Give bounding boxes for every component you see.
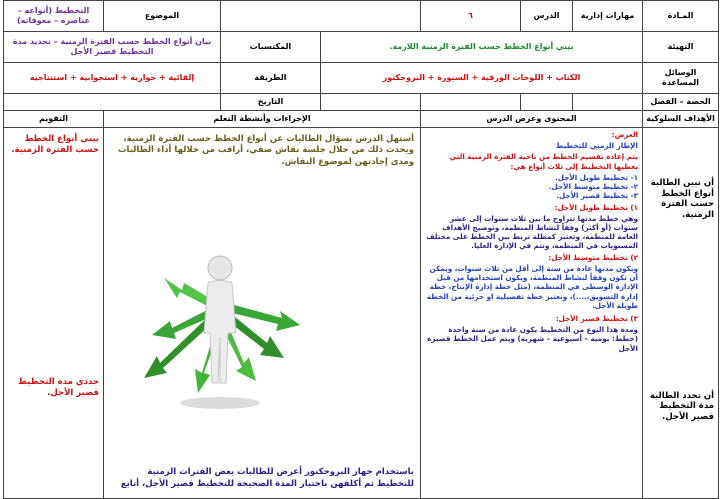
period-cell-4 bbox=[321, 94, 421, 111]
evaluation-cell bbox=[4, 128, 104, 499]
date-value bbox=[4, 94, 221, 111]
procedure-1: أستهل الدرس بسؤال الطالبات عن أنواع الخطط حسب الفترة الزمنية، ويحدث ذلك من خلال جلسة نقاش صفي، أراقب من خلالها أداء الطالبات ومدى إجادتهن لموضوع النقاش. bbox=[117, 134, 414, 167]
period-cell-3 bbox=[421, 94, 521, 111]
col-procedures-header: الإجراءات وأنشطة التعلم bbox=[104, 111, 421, 128]
content-list-3: ٣- تخطيط قصير الأجل. bbox=[556, 191, 638, 201]
method-label: الطريقة bbox=[221, 63, 321, 94]
topic-label: الموضوع bbox=[104, 1, 221, 32]
content-long-text: وهي خطط مدتها تتراوح ما بين ثلاث سنوات إلى عشر سنوات (أو أكثر) وفقاً لنشاط المنظمة، وتوضيح الأهداف العامة للمنظمة، وتعتبر كمظلة تربط بين الخطط على مختلف المستويات في المنظمة، وتتم في الإدارة العليا. bbox=[426, 213, 638, 251]
header-row-3 bbox=[4, 63, 719, 94]
lesson-label: الدرس bbox=[521, 1, 573, 32]
col-goals-header: الأهداف السلوكية bbox=[643, 111, 719, 128]
header-row-2 bbox=[4, 32, 719, 63]
topic-value: التخطيط (أنواعه – عناصره – معوقاته) bbox=[4, 1, 104, 32]
spacer-1 bbox=[221, 1, 421, 32]
period-cell-1 bbox=[573, 94, 643, 111]
header-row-1 bbox=[4, 1, 719, 32]
evaluation-1: بيني أنواع الخطط حسب الفترة الزمنية. bbox=[11, 134, 99, 155]
content-heading: العرض: bbox=[611, 130, 638, 139]
content-long-title: ١) تخطيط طويل الأجل: bbox=[554, 202, 638, 212]
goals-cell bbox=[643, 128, 719, 499]
evaluation-2: حددي مدة التخطيط قصير الأجل. bbox=[18, 377, 99, 398]
content-cell bbox=[421, 128, 643, 499]
content-mid-text: ويكون مدتها عادة من سنة إلى أقل من ثلاث سنوات، ويمكن أن تكون وفقاً لنشاط المنظمة، ويكون استخدامها من قبل الإدارة الوسطى في المنظمة، (مثل خطة إدارة الإنتاج، خطة إدارة التسويق،....)، وتعتبر خطة تفصيلية او جزئية من الخطة طويلة الأجل. bbox=[426, 263, 638, 310]
col-content-header: المحتوى وعرض الدرس bbox=[421, 111, 643, 128]
goal-1: أن تبين الطالبة أنواع الخطط حسب الفترة الزمنية. bbox=[650, 178, 714, 220]
procedure-2: باستخدام جهاز البروجكتور أعرض للطالبات بعض الفترات الزمنية للتخطيط ثم أكلفهن باختيار المدة الصحيحة للتخطيط قصير الأجل، أتابع bbox=[120, 467, 414, 489]
aids-label: الوسائل المساعدة bbox=[643, 63, 719, 94]
lesson-value: ٦ bbox=[421, 1, 521, 32]
subject-label: المـادة bbox=[643, 1, 719, 32]
period-cell-2 bbox=[521, 94, 573, 111]
date-label: التاريخ bbox=[221, 94, 321, 111]
method-value: إلقائية + حواريه + استجوابيه + استنتاجيه bbox=[4, 63, 221, 94]
main-content-row bbox=[4, 128, 719, 499]
person-arrows-illustration bbox=[132, 223, 302, 423]
content-intro: يتم إعادة تقسيم الخطط من ناحية الفترة الزمنية التي يغطيها التخطيط إلى ثلاث أنواع هي: bbox=[449, 152, 638, 171]
subject-value: مهارات إدارية bbox=[573, 1, 643, 32]
header-row-4 bbox=[4, 94, 719, 111]
aids-value: الكتاب + اللوحات الورقية + السبورة + البروجكتور bbox=[321, 63, 643, 94]
column-header-row bbox=[4, 111, 719, 128]
period-label: الحصة – الفصل bbox=[643, 94, 719, 111]
procedures-cell bbox=[104, 128, 421, 499]
lesson-plan-table bbox=[3, 0, 719, 499]
acquired-label: المكتسبات bbox=[221, 32, 321, 63]
goal-2: أن تحدد الطالبة مدة التخطيط قصير الأجل. bbox=[649, 390, 714, 422]
acquired-value: بيان أنواع الخطط حسب الفترة الزمنية – تحديد مدة التخطيط قصير الأجل bbox=[4, 32, 221, 63]
content-mid-title: ٢) تخطيط متوسط الأجل: bbox=[548, 252, 638, 262]
col-evaluation-header: التقويم bbox=[4, 111, 104, 128]
content-list-2: ٢- تخطيط متوسط الأجل. bbox=[548, 182, 638, 192]
content-frame: الإطار الزمني للتخطيط bbox=[555, 141, 638, 151]
content-short-text: ومدة هذا النوع من التخطيط يكون عادة من سنة واحدة (خطط: يومية – أسبوعية – شهرية) ويتم عمل الخطط قصيرة الأجل bbox=[427, 325, 638, 353]
content-short-title: ٣) تخطيط قصير الأجل: bbox=[555, 313, 638, 323]
content-list-1: ١- تخطيط طويل الأجل. bbox=[555, 172, 638, 182]
intro-label: التهيئة bbox=[643, 32, 719, 63]
intro-value: بيني أنواع الخطط حسب الفترة الزمنية اللازمة. bbox=[321, 32, 643, 63]
